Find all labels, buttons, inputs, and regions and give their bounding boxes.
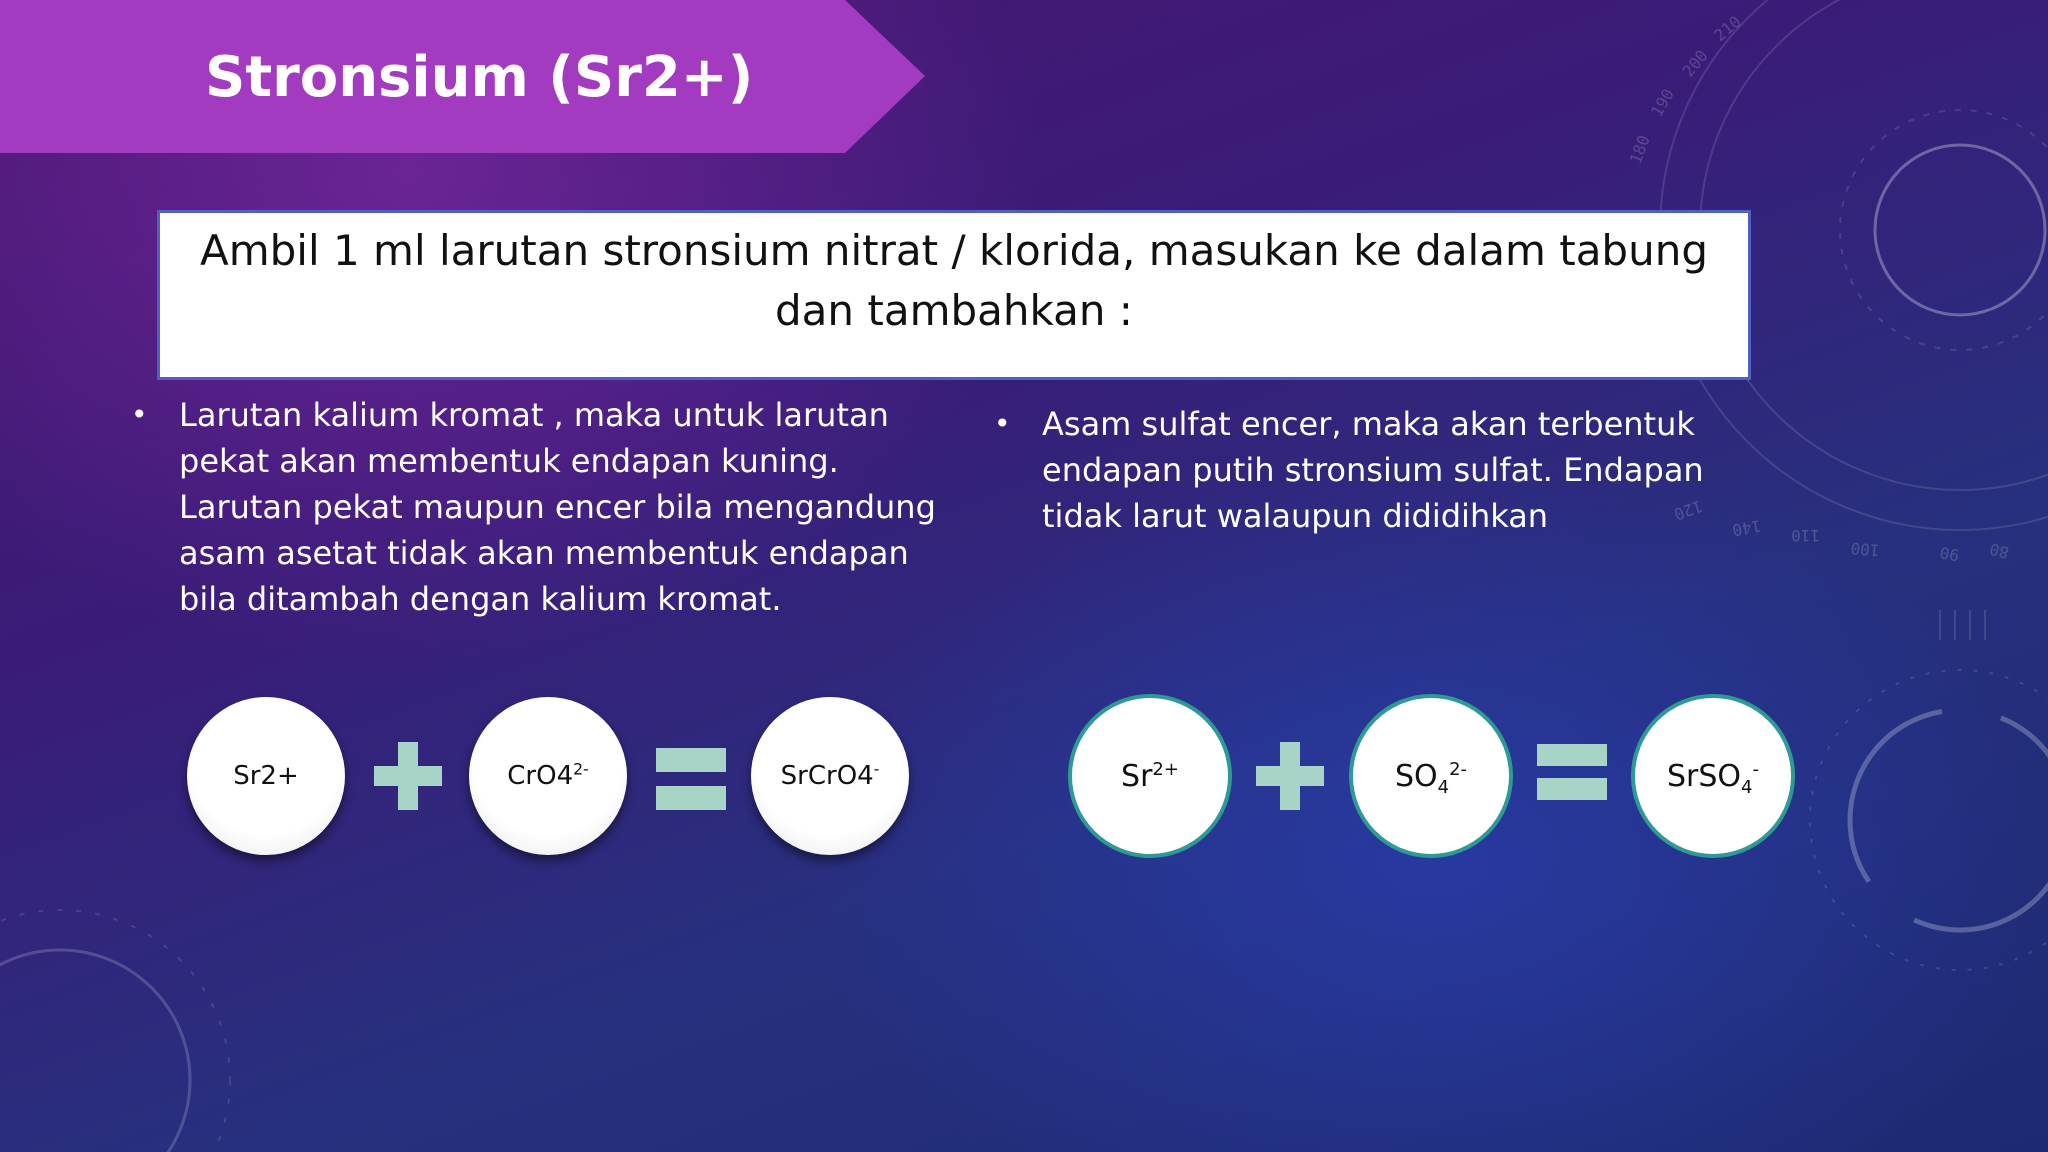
product-srso4-circle bbox=[1631, 694, 1795, 858]
reactant-so4-circle bbox=[1349, 694, 1513, 858]
equals-icon bbox=[1537, 744, 1607, 800]
product-srcro4-circle bbox=[751, 697, 909, 855]
dial-number: 180 bbox=[1625, 132, 1654, 167]
dial-number: 120 bbox=[1671, 496, 1706, 524]
reactant-so4-label: $SO_4^{2-}$ bbox=[1394, 758, 1468, 798]
equals-icon bbox=[656, 748, 726, 810]
product-srcro4-label: SrCrO4- bbox=[780, 760, 880, 791]
bullet-marker: • bbox=[994, 407, 1011, 440]
dial-number: 80 bbox=[1987, 539, 2012, 563]
plus-icon bbox=[1256, 740, 1324, 812]
instruction-box bbox=[157, 210, 1751, 380]
bullet-marker: • bbox=[131, 398, 148, 431]
dial-number: 140 bbox=[1730, 516, 1763, 540]
left-bullet bbox=[131, 392, 939, 622]
reactant-sr-label: Sr2+ bbox=[233, 761, 299, 791]
reactant-sr-label-right: $Sr^{2+}$ bbox=[1121, 758, 1179, 794]
left-bullet-text: Larutan kalium kromat , maka untuk larutan pekat akan membentuk endapan kuning. Larutan pekat maupun encer bila mengandung asam asetat tidak akan membentuk endapan bila ditambah dengan kalium kromat. bbox=[179, 396, 936, 618]
dial-number: 200 bbox=[1678, 46, 1712, 81]
dial-number: 190 bbox=[1647, 85, 1678, 120]
dial-number: 210 bbox=[1710, 11, 1745, 46]
dial-number: 110 bbox=[1791, 526, 1820, 545]
right-bullet-text: Asam sulfat encer, maka akan terbentuk endapan putih stronsium sulfat. Endapan tidak larut walaupun dididihkan bbox=[1042, 405, 1704, 535]
slide-title: Stronsium (Sr2+) bbox=[205, 45, 754, 110]
reactant-cro4-circle bbox=[469, 697, 627, 855]
right-bullet bbox=[994, 401, 1792, 539]
dial-number: 90 bbox=[1938, 542, 1961, 565]
reactant-cro4-label: $CrO4^{2-}$ bbox=[507, 760, 589, 791]
plus-icon bbox=[374, 740, 442, 812]
reactant-sr-circle bbox=[187, 697, 345, 855]
reactant-sr-circle-right bbox=[1068, 694, 1232, 858]
instruction-text: Ambil 1 ml larutan stronsium nitrat / klorida, masukan ke dalam tabung dan tambahkan : bbox=[199, 226, 1708, 335]
product-srso4-label: SrSO$_4$- bbox=[1667, 758, 1759, 798]
dial-number: 100 bbox=[1849, 538, 1881, 560]
